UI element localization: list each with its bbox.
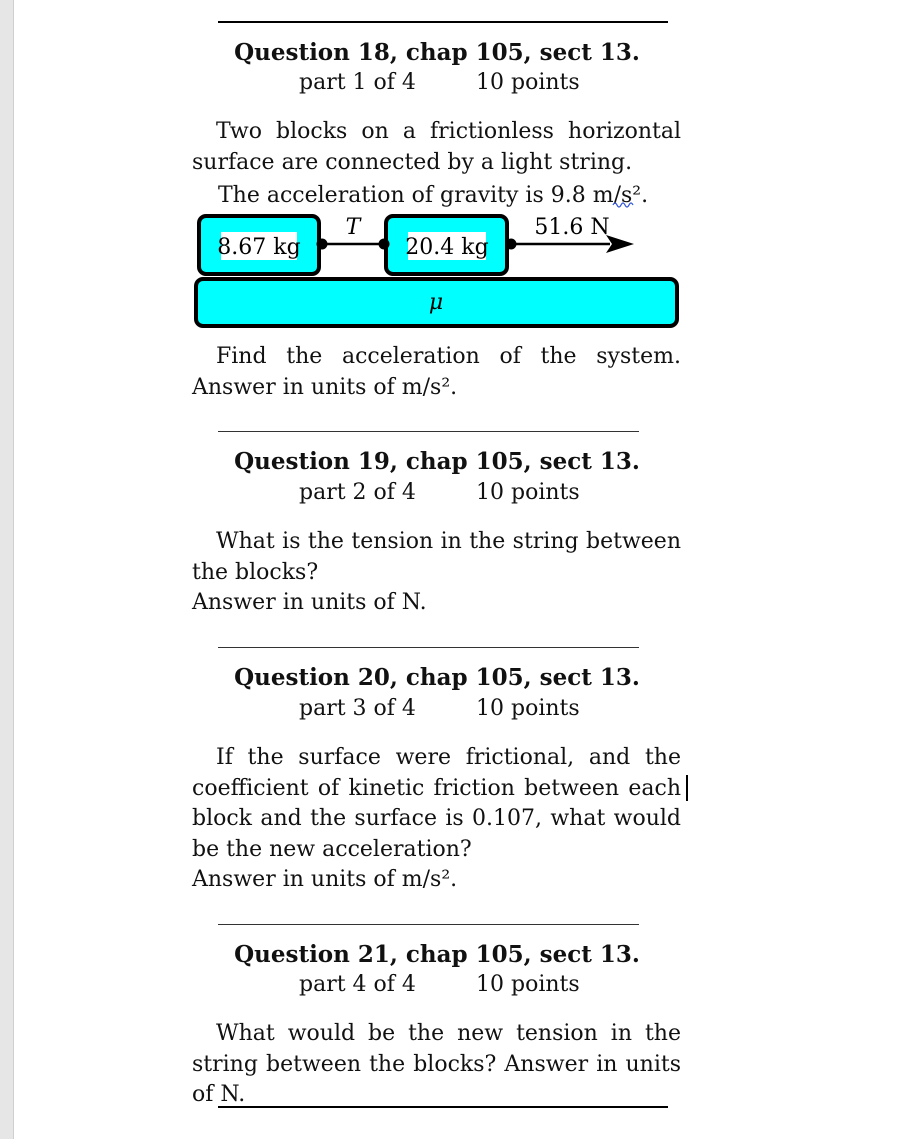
question-19-points: 10 points (476, 480, 580, 505)
question-21-body: What would be the new tension in the string between the blocks? Answer in units of N. (192, 1021, 681, 1107)
question-18-heading: Question 18, chap 105, sect 13. (234, 39, 640, 66)
separator-rule (218, 924, 639, 925)
force-label: 51.6 N (534, 215, 610, 240)
separator-rule (218, 431, 639, 432)
question-20-answer: Answer in units of m/s². (192, 867, 458, 892)
question-19-body: What is the tension in the string between the blocks? (192, 529, 681, 585)
question-21-heading: Question 21, chap 105, sect 13. (234, 941, 640, 968)
question-20-points: 10 points (476, 696, 580, 721)
left-margin-gutter (0, 0, 14, 1139)
question-19-answer: Answer in units of N. (192, 590, 427, 615)
string-knot-left (317, 239, 328, 250)
question-20-body: If the surface were frictional, and the coefficient of kinetic friction between each block and the surface is 0.107, what would be the new acceleration? (192, 745, 681, 862)
string-knot-right (379, 239, 390, 250)
question-18-part: part 1 of 4 (299, 70, 416, 95)
question-18-body-text: Two blocks on a frictionless horizontal surface are connected by a light string. (192, 119, 681, 175)
question-18-body (192, 117, 681, 178)
question-19-heading: Question 19, chap 105, sect 13. (234, 448, 640, 475)
tension-label: T (345, 215, 361, 240)
separator-rule (218, 21, 668, 23)
question-20-part: part 3 of 4 (299, 696, 416, 721)
question-18-gravity-text: The acceleration of gravity is 9.8 m/s². (218, 183, 649, 208)
separator-rule (218, 1106, 668, 1108)
question-18-prompt: Find the acceleration of the system. Answer in units of m/s². (192, 344, 681, 400)
text-cursor (686, 775, 688, 801)
question-20-heading: Question 20, chap 105, sect 13. (234, 664, 640, 691)
question-19-part: part 2 of 4 (299, 480, 416, 505)
question-18-points: 10 points (476, 70, 580, 95)
block-2-mass: 20.4 kg (405, 235, 489, 260)
separator-rule (218, 647, 639, 648)
question-21-part: part 4 of 4 (299, 972, 416, 997)
friction-coefficient-label: μ (428, 290, 444, 315)
two-blocks-diagram (0, 210, 900, 330)
spellcheck-squiggle-icon (612, 199, 636, 209)
question-21-points: 10 points (476, 972, 580, 997)
block-1-mass: 8.67 kg (217, 235, 301, 260)
arrow-right-icon (606, 235, 634, 253)
